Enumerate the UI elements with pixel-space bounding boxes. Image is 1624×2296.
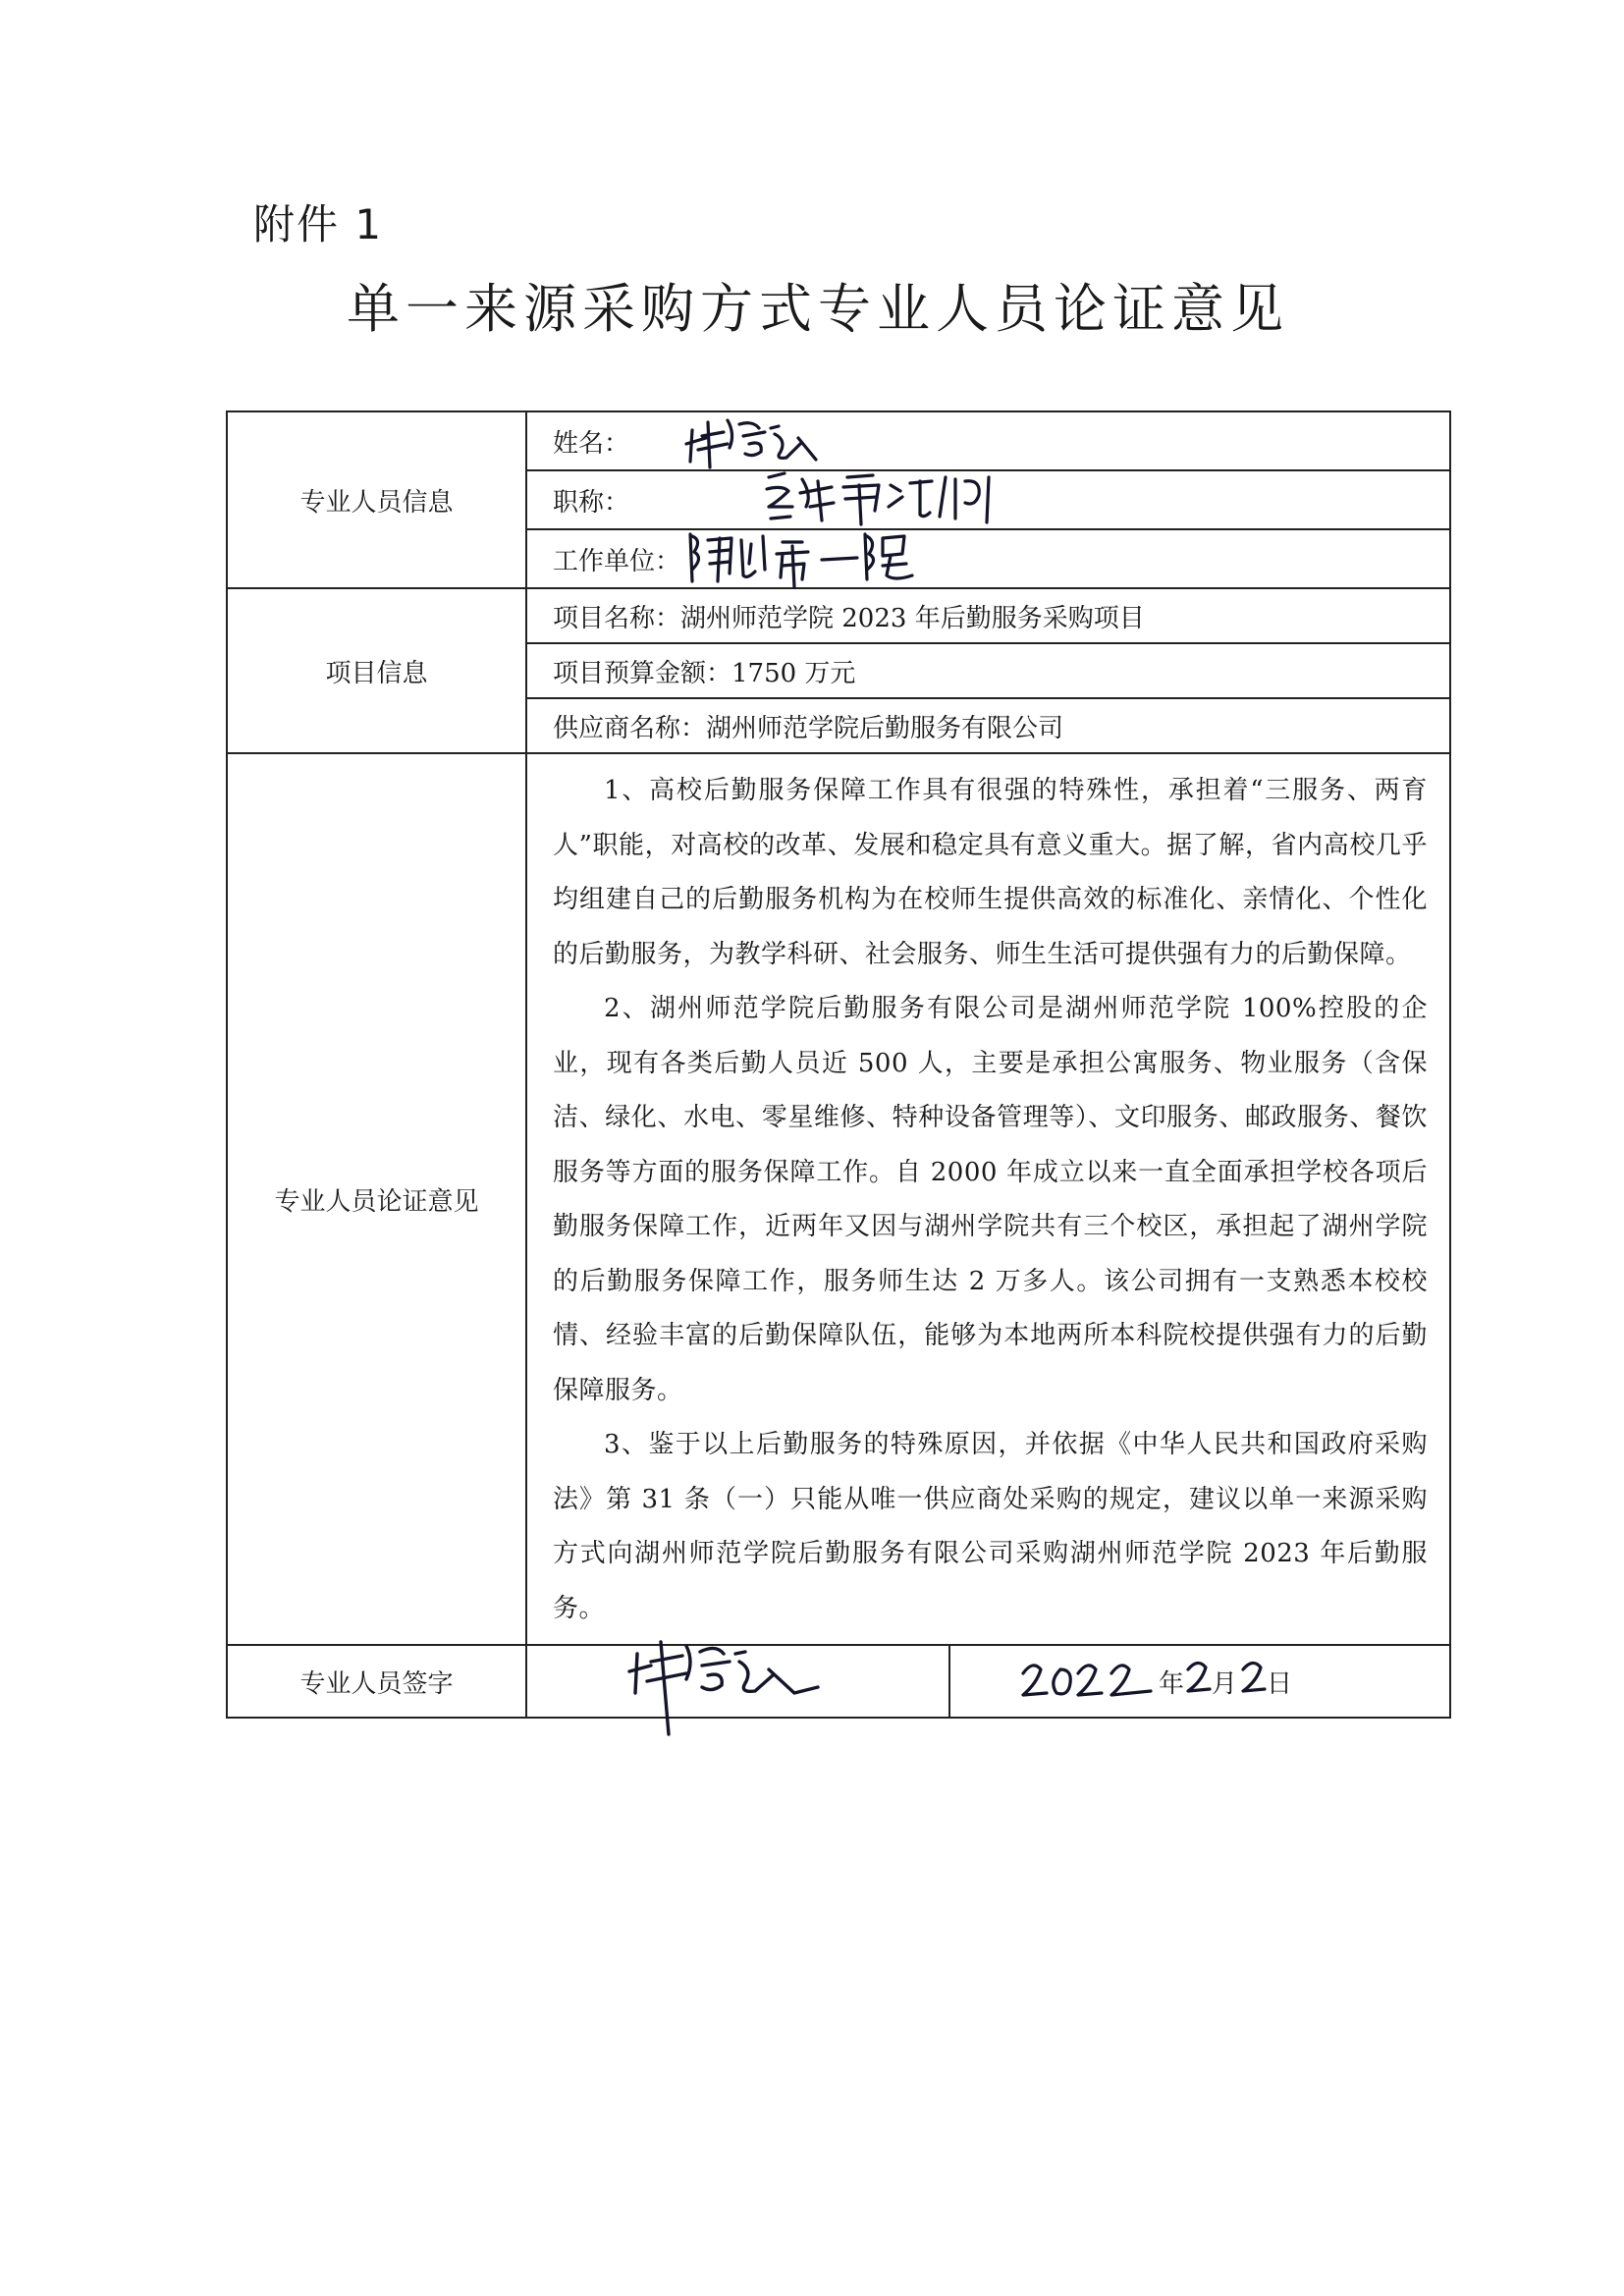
document-title: 单一来源采购方式专业人员论证意见 xyxy=(347,278,1289,340)
date-year-suffix: 年 xyxy=(1159,1669,1185,1699)
signature-label: 专业人员签字 xyxy=(227,1645,526,1718)
signature-row xyxy=(227,1645,1450,1718)
opinion-label: 专业人员论证意见 xyxy=(227,753,526,1645)
date-day-suffix: 日 xyxy=(1267,1669,1293,1699)
project-info-label: 项目信息 xyxy=(227,588,526,753)
expert-unit-handwriting xyxy=(684,526,920,591)
opinion-paragraph-2: 2、湖州师范学院后勤服务有限公司是湖州师范学院 100%控股的企业，现有各类后勤人员近 500 人，主要是承担公寓服务、物业服务（含保洁、绿化、水电、零星维修、特种设备管理等）、文印服务、邮政服务、餐饮服务等方面的服务保障工作。自 2000 年成立以来一直全面承担学校各项后勤服务保障工作，近两年又因与湖州学院共有三个校区，承担起了湖州学院的后勤服务保障工作，服务师生达 2 万多人。该公司拥有一支熟悉本校校情、经验丰富的后勤保障队伍，能够为本地两所本科院校提供强有力的后勤保障服务。 xyxy=(553,994,1429,1405)
expert-name-handwriting xyxy=(684,414,861,473)
date-day-handwriting xyxy=(1239,1656,1269,1699)
opinion-row xyxy=(227,753,1450,1645)
argumentation-form-table xyxy=(226,410,1451,1719)
project-name-row xyxy=(227,588,1450,643)
expert-name-label: 姓名： xyxy=(553,428,630,459)
expert-name-row xyxy=(227,411,1450,470)
attachment-label: 附件 1 xyxy=(253,200,384,248)
date-month-suffix: 月 xyxy=(1212,1669,1238,1699)
date-month-handwriting xyxy=(1184,1656,1214,1699)
expert-title-field xyxy=(526,470,1450,529)
expert-name-field xyxy=(526,411,1450,470)
expert-title-handwriting xyxy=(763,467,1018,530)
opinion-paragraph-1: 1、高校后勤服务保障工作具有很强的特殊性，承担着“三服务、两育人”职能，对高校的改革、发展和稳定具有意义重大。据了解，省内高校几乎均组建自己的后勤服务机构为在校师生提供高效的标准化、亲情化、个性化的后勤服务，为教学科研、社会服务、师生生活可提供强有力的后勤保障。 xyxy=(553,776,1429,969)
expert-unit-field xyxy=(526,529,1450,588)
opinion-paragraph-3: 3、鉴于以上后勤服务的特殊原因，并依据《中华人民共和国政府采购法》第 31 条（一）只能从唯一供应商处采购的规定，建议以单一来源采购方式向湖州师范学院后勤服务有限公司采购湖州师范学院 2023 年后勤服务。 xyxy=(553,1430,1429,1623)
date-year-handwriting xyxy=(1019,1656,1157,1705)
signature-date-field xyxy=(949,1645,1450,1718)
expert-info-label: 专业人员信息 xyxy=(227,411,526,588)
project-name-field: 项目名称：湖州师范学院 2023 年后勤服务采购项目 xyxy=(526,588,1450,643)
supplier-field: 供应商名称：湖州师范学院后勤服务有限公司 xyxy=(526,698,1450,753)
opinion-body xyxy=(526,753,1450,1645)
expert-title-label: 职称： xyxy=(553,487,630,518)
expert-signature xyxy=(625,1632,841,1740)
expert-unit-label: 工作单位： xyxy=(553,546,681,576)
project-budget-field: 项目预算金额：1750 万元 xyxy=(526,643,1450,698)
signature-field xyxy=(526,1645,949,1718)
